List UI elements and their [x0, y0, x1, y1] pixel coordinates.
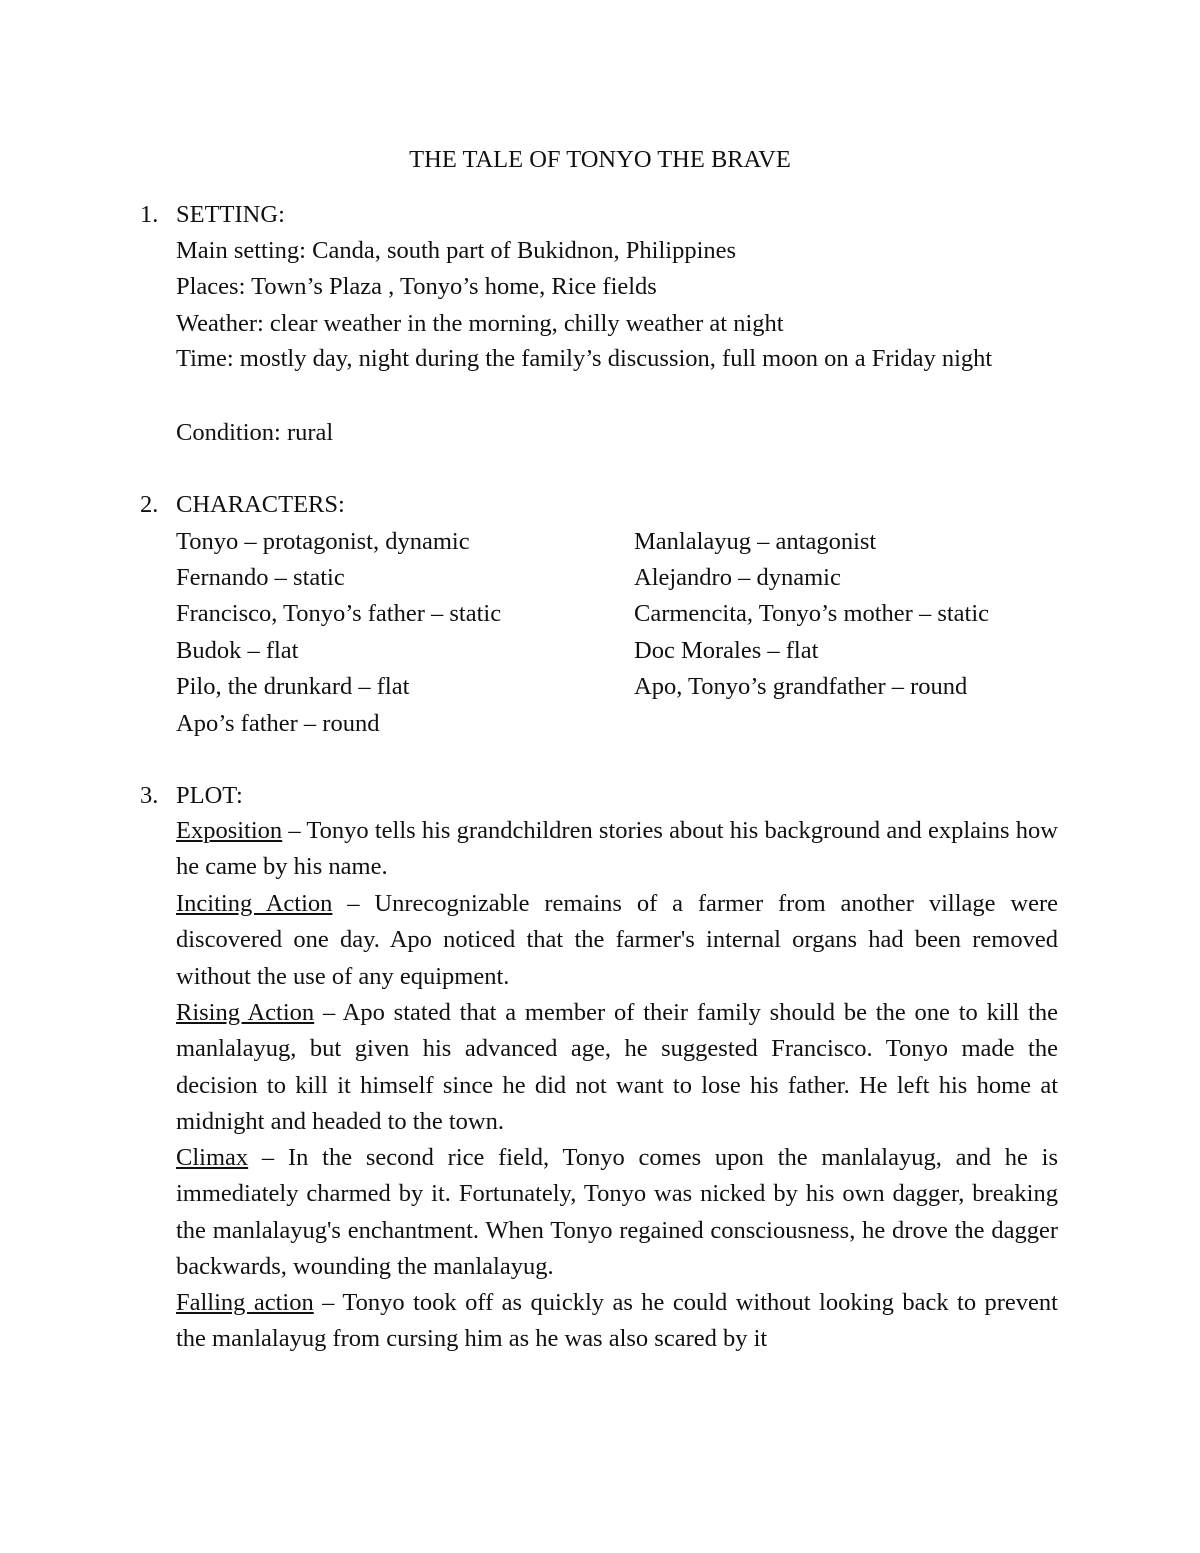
plot-term: Falling action	[176, 1289, 314, 1316]
setting-main: Main setting: Canda, south part of Bukidnon, Philippines	[176, 237, 737, 264]
plot-item-climax	[176, 1140, 1058, 1286]
character-entry: Apo, Tonyo’s grandfather – round	[634, 673, 968, 700]
character-entry: Pilo, the drunkard – flat	[176, 673, 410, 700]
setting-number: 1.	[140, 201, 159, 228]
character-entry: Apo’s father – round	[176, 710, 380, 737]
character-entry: Fernando – static	[176, 564, 345, 591]
plot-item-exposition	[176, 813, 1058, 886]
character-entry: Carmencita, Tonyo’s mother – static	[634, 600, 990, 627]
setting-places: Places: Town’s Plaza , Tonyo’s home, Rice fields	[176, 273, 657, 300]
character-entry: Manlalayug – antagonist	[634, 528, 877, 555]
plot-term: Rising Action	[176, 999, 315, 1026]
plot-description: – Unrecognizable remains of a farmer from another village were discovered one day. Apo noticed that the farmer's internal organs had been removed without the use of any equipment.	[176, 890, 1058, 990]
setting-time: Time: mostly day, night during the family’s discussion, full moon on a Friday night	[176, 345, 993, 372]
plot-item-rising-action	[176, 995, 1058, 1141]
plot-description: – Apo stated that a member of their family should be the one to kill the manlalayug, but given his advanced age, he suggested Francisco. Tonyo made the decision to kill it himself since he did not want to lose his father. He left his home at midnight and headed to the town.	[176, 999, 1058, 1136]
plot-term: Inciting Action	[176, 890, 333, 917]
setting-heading: SETTING:	[176, 201, 285, 228]
character-entry: Alejandro – dynamic	[634, 564, 841, 591]
plot-item-falling-action	[176, 1285, 1058, 1358]
document-title: THE TALE OF TONYO THE BRAVE	[409, 146, 791, 173]
character-entry: Doc Morales – flat	[634, 637, 819, 664]
plot-item-inciting-action	[176, 886, 1058, 995]
setting-weather: Weather: clear weather in the morning, chilly weather at night	[176, 310, 784, 337]
characters-number: 2.	[140, 491, 159, 518]
plot-number: 3.	[140, 782, 159, 809]
plot-description: – In the second rice field, Tonyo comes upon the manlalayug, and he is immediately charmed by it. Fortunately, Tonyo was nicked by his own dagger, breaking the manlalayug's enchantment. When Tonyo regained consciousness, he drove the dagger backwards, wounding the manlalayug.	[176, 1144, 1058, 1281]
plot-description: – Tonyo took off as quickly as he could without looking back to prevent the manlalayug from cursing him as he was also scared by it	[176, 1289, 1058, 1353]
character-entry: Tonyo – protagonist, dynamic	[176, 528, 470, 555]
plot-heading: PLOT:	[176, 782, 243, 809]
character-entry: Budok – flat	[176, 637, 299, 664]
character-entry: Francisco, Tonyo’s father – static	[176, 600, 502, 627]
characters-heading: CHARACTERS:	[176, 491, 345, 518]
plot-term: Exposition	[176, 817, 283, 844]
plot-description: – Tonyo tells his grandchildren stories about his background and explains how he came by his name.	[176, 817, 1058, 881]
setting-condition: Condition: rural	[176, 419, 334, 446]
plot-term: Climax	[176, 1144, 249, 1171]
